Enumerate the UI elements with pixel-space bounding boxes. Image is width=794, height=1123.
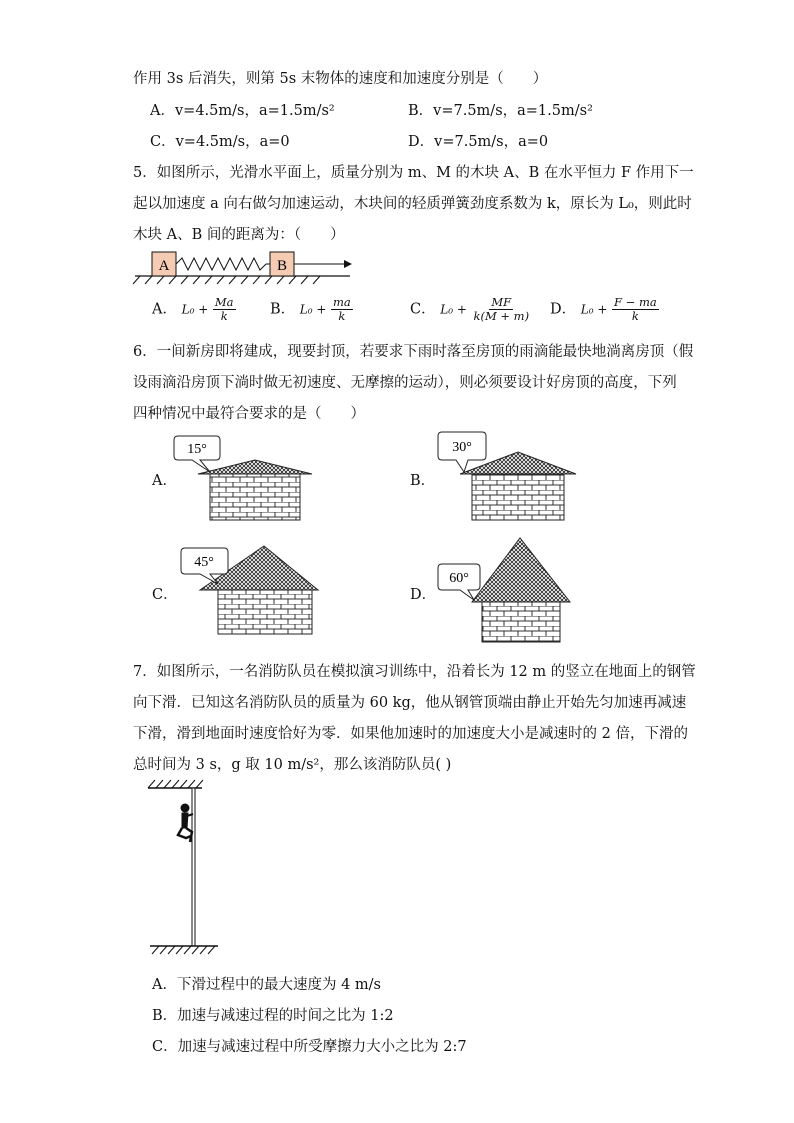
q4-option-b-letter: B． <box>408 103 434 119</box>
force-arrow-head <box>344 260 352 268</box>
house-c <box>176 544 326 638</box>
q5-option-b-fraction <box>331 296 353 323</box>
firefighter-figure <box>178 804 193 842</box>
q5-option-d-letter: D． <box>550 301 577 318</box>
q5-stem-line2: 起以加速度 a 向右做匀加速运动，木块间的轻质弹簧劲度系数为 k，原长为 L₀，则此时 <box>133 196 692 212</box>
house-a-wall <box>210 474 300 520</box>
q5-option-b[interactable] <box>270 296 353 323</box>
house-d-angle-label: 60° <box>449 571 469 586</box>
q7-option-a[interactable] <box>152 973 381 994</box>
q7-option-b-text: 加速与减速过程的时间之比为 1:2 <box>177 1008 394 1024</box>
q4-option-b[interactable] <box>408 99 593 120</box>
q5-option-c-fraction <box>471 296 531 323</box>
q5-stem-line3: 木块 A、B 间的距离为：（ ） <box>133 227 345 243</box>
block-b-label: B <box>276 258 288 274</box>
house-b <box>434 430 574 524</box>
q4-option-a[interactable] <box>150 99 335 120</box>
q5-option-a-num: Ma <box>214 295 234 309</box>
q5-option-b-letter: B． <box>270 301 296 318</box>
house-c-angle-label: 45° <box>194 555 214 570</box>
spring <box>176 258 270 270</box>
q7-option-a-letter: A． <box>152 977 177 993</box>
q5-option-d-num: F − ma <box>614 295 657 309</box>
ground-hatch <box>152 946 215 954</box>
house-a-angle-label: 15° <box>187 442 207 457</box>
q7-option-c[interactable] <box>152 1035 467 1056</box>
house-a-roof <box>198 460 312 474</box>
q4-option-c-letter: C． <box>150 134 176 150</box>
q7-option-c-text: 加速与减速过程中所受摩擦力大小之比为 2:7 <box>177 1039 467 1055</box>
house-d-roof <box>472 538 570 602</box>
house-b-wall <box>472 474 564 520</box>
q6-stem-line2: 设雨滴沿房顶下淌时做无初速度、无摩擦的运动），则必须要设计好房顶的高度，下列 <box>133 375 677 391</box>
q6-option-c-letter[interactable]: C． <box>152 587 178 603</box>
q5-option-a[interactable] <box>152 296 236 323</box>
q4-option-a-letter: A． <box>150 103 175 119</box>
q6-stem-line3: 四种情况中最符合要求的是（ ） <box>133 406 365 422</box>
q7-stem-line4: 总时间为 3 s，g 取 10 m/s²，那么该消防队员( ) <box>133 757 452 773</box>
q4-option-d-text: v=7.5m/s，a=0 <box>434 134 549 150</box>
q6-option-a-letter[interactable]: A． <box>152 473 177 489</box>
q5-option-c-letter: C． <box>410 301 436 318</box>
house-b-angle-label: 30° <box>452 440 472 455</box>
q7-option-a-text: 下滑过程中的最大速度为 4 m/s <box>176 977 382 993</box>
q5-option-d-fraction <box>612 296 659 323</box>
q6-option-b-letter[interactable]: B． <box>410 473 436 489</box>
q7-stem-line2: 向下滑．已知这名消防队员的质量为 60 kg，他从钢管顶端由静止开始先匀加速再减速 <box>133 695 687 711</box>
q7-option-b-letter: B． <box>152 1008 178 1024</box>
q7-option-b[interactable] <box>152 1004 394 1025</box>
q5-stem-line1: 5．如图所示，光滑水平面上，质量分别为 m、M 的木块 A、B 在水平恒力 F 作用下一 <box>133 165 694 181</box>
q5-option-c-prefix: L₀ + <box>440 302 467 317</box>
q6-option-d-letter[interactable]: D． <box>410 587 437 603</box>
q7-stem-line1: 7．如图所示，一名消防队员在模拟演习训练中，沿着长为 12 m 的竖立在地面上的钢管 <box>133 664 696 680</box>
q4-option-b-text: v=7.5m/s，a=1.5m/s² <box>433 103 593 119</box>
q4-option-c[interactable] <box>150 130 290 151</box>
q5-option-d-den: k <box>631 309 639 324</box>
house-c-wall <box>218 590 312 634</box>
q7-stem-line3: 下滑，滑到地面时速度恰好为零．如果他加速时的加速度大小是减速时的 2 倍，下滑的 <box>133 726 688 742</box>
q4-option-c-text: v=4.5m/s，a=0 <box>175 134 290 150</box>
house-d-wall <box>482 602 560 642</box>
q4-stem-tail: 作用 3s 后消失，则第 5s 末物体的速度和加速度分别是（ ） <box>133 71 548 87</box>
firefighter-pole-diagram <box>140 780 230 958</box>
q4-option-d-letter: D． <box>408 134 435 150</box>
q5-option-a-fraction <box>213 296 236 323</box>
steel-pole <box>192 788 195 946</box>
block-a-label: A <box>158 258 170 274</box>
q5-option-a-prefix: L₀ + <box>181 302 209 317</box>
q4-option-d[interactable] <box>408 130 548 151</box>
q5-option-d-prefix: L₀ + <box>580 302 608 317</box>
q5-option-b-num: ma <box>333 295 351 309</box>
spring-block-diagram <box>130 248 360 290</box>
house-a <box>170 432 310 524</box>
q5-option-c[interactable] <box>410 296 531 323</box>
ceiling-hatch <box>148 780 203 788</box>
q5-option-c-den: k(M + m) <box>473 309 530 324</box>
q5-option-a-letter: A． <box>152 301 177 318</box>
q5-option-b-den: k <box>338 309 346 324</box>
q5-option-a-den: k <box>220 309 228 324</box>
q5-option-c-num: MF <box>491 295 512 309</box>
q5-option-b-prefix: L₀ + <box>299 302 327 317</box>
q4-option-a-text: v=4.5m/s，a=1.5m/s² <box>174 103 335 119</box>
house-d <box>434 536 574 644</box>
q7-option-c-letter: C． <box>152 1039 178 1055</box>
q5-option-d[interactable] <box>550 296 659 323</box>
q6-stem-line1: 6．一间新房即将建成，现要封顶，若要求下雨时落至房顶的雨滴能最快地淌离房顶（假 <box>133 344 694 360</box>
